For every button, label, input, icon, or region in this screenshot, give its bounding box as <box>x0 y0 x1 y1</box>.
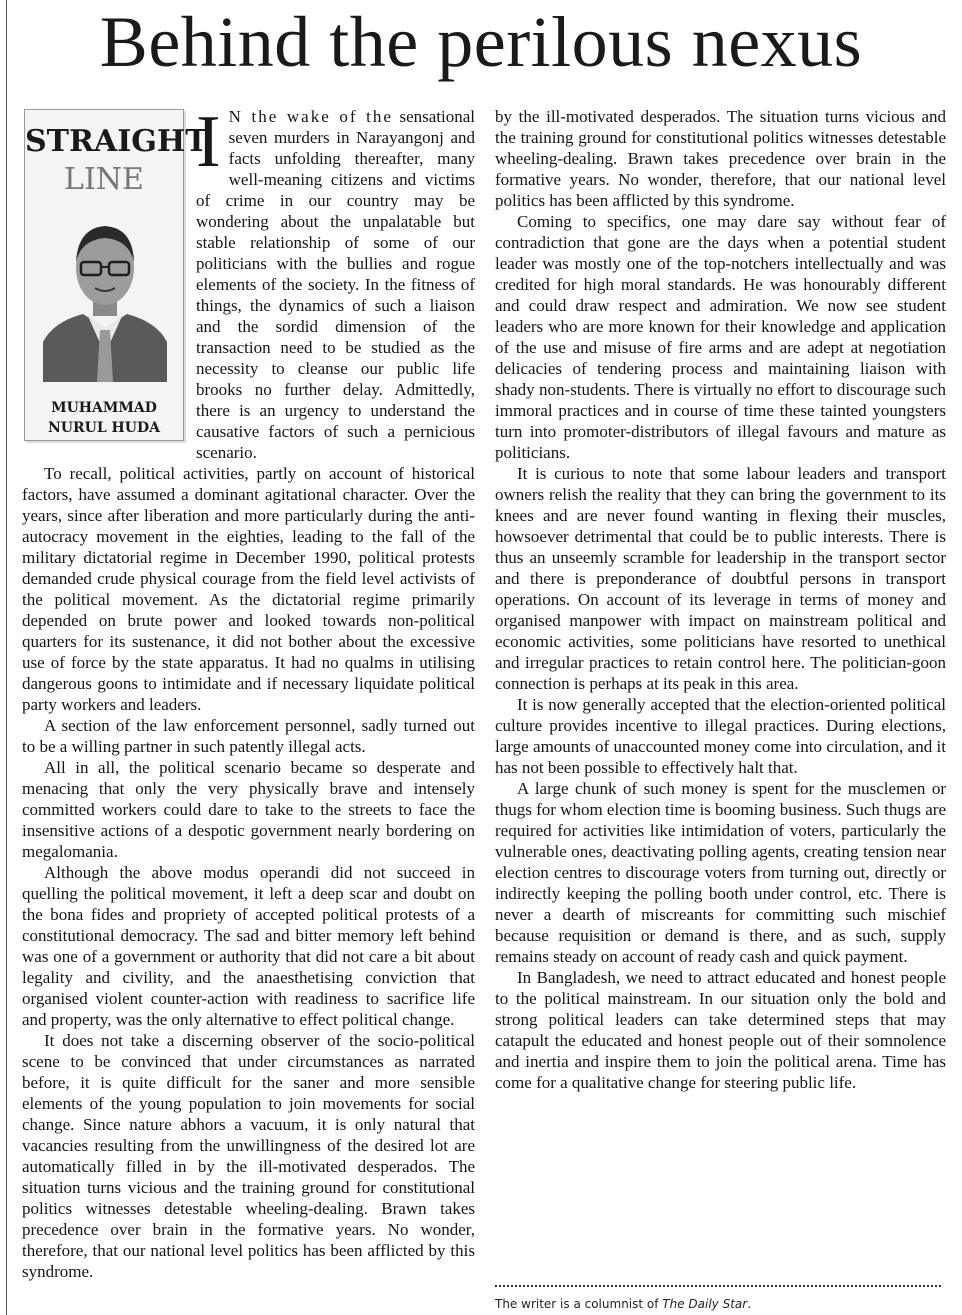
article-paragraph-7: Coming to specifics, one may dare say without fear of contradiction that gone are the days when a potential student leader was mostly one of the top-notchers intellectually and was credited for high moral standards. He was honourably different and could draw respect and admiration. We now see student leaders who are more known for their knowledge and application of the use and misuse of fire arms and are adept at negotiation delicacies of tendering process and maintaining liaison with shady non-students. There is virtually no effort to discourage such immoral practices and in course of time these tainted youngsters turn into promoter-distributors of illegal favours and mature as politicians. <box>495 212 946 462</box>
article-paragraph-5: Although the above modus operandi did not succeed in quelling the political movement, it left a deep scar and doubt on the bona fides and propriety of accepted political protests of a constitutional democracy. The sad and bitter memory left behind was one of a government or authority that did not care a bit about legality and civility, and the anaesthetising conviction that organised violent counter-action with readiness to sacrifice life and property, was the only alternative to effect political change. <box>22 863 475 1029</box>
article-column-left <box>22 106 475 1306</box>
footnote-prefix: The writer is a columnist of <box>495 1297 663 1311</box>
author-portrait-icon <box>43 204 167 382</box>
article-paragraph-8: It is curious to note that some labour leaders and transport owners relish the reality that they can bring the government to its knees and are never found wanting in flexing their muscles, howsoever detrimental that could be to public interests. There is thus an unseemly scramble for leadership in the transport sector and there is preponderance of doubtful persons in transport operations. On account of its leverage in terms of money and organised manpower with impact on mainstream political and economic activities, some politicians have resorted to unethical and irregular practices to retain control here. The politician-goon connection is perhaps at its peak in this area. <box>495 464 946 693</box>
article-paragraph-10: A large chunk of such money is spent for the musclemen or thugs for whom election time is booming business. Such thugs are required for activities like intimidation of voters, particularly the vulnerable ones, deactivating polling agents, creating tension near election centres to discourage voters from turning out, directly or indirectly keeping the polling booth under control, etc. There is never a dearth of miscreants for committing such mischief because requisition or demand is there, and as such, supply remains steady on account of ready cash and quick payment. <box>495 779 946 966</box>
article-paragraph-11: In Bangladesh, we need to attract educated and honest people to the political mainstream. In our situation only the bold and strong political leaders can take determined steps that may catapult the educated and honest people out of their somnolence and inertia and inspire them to join the political arena. Time has come for a qualitative change for steering public life. <box>495 968 946 1092</box>
column-subtitle: LINE <box>64 162 144 197</box>
article-opening: N the wake of the <box>228 107 393 126</box>
author-name <box>25 398 183 438</box>
footnote-publication: The Daily Star <box>662 1297 748 1311</box>
footnote-suffix: . <box>747 1297 752 1311</box>
author-footnote <box>495 1297 955 1311</box>
author-last-name: NURUL HUDA <box>47 420 160 436</box>
article-paragraph-2: To recall, political activities, partly on account of historical factors, have assumed a dominant agitational character. Over the years, since after liberation and more particularly during the anti-autocracy movement in the eighties, leading to the fall of the military dictatorial regime in December 1990, political protests demanded crude physical courage from the field level activists of the political movement. As the dictatorial regime primarily depended on brute power and looked towards non-political quarters for its sustenance, it did not bother about the excessive use of force by the state apparatus. It had no qualms in utilising dangerous goons to intimidate and if necessary liquidate political party workers and leaders. <box>22 464 475 714</box>
footnote-divider <box>495 1285 941 1287</box>
article-continuation: by the ill-motivated desperados. The situation turns vicious and the training ground for constitutional politics witnesses detestable wheeling-dealing. Brawn takes precedence over brain in the formative years. No wonder, therefore, that our national level politics has been afflicted by this syndrome. <box>495 107 946 210</box>
article-paragraph-6: It does not take a discerning observer of the socio-political scene to be convinced that under circumstances as narrated before, it is quite difficult for the saner and more sensible elements of the young population to join movements for social change. Since nature abhors a vacuum, it is only natural that vacancies resulting from the unwillingness of the desired lot are automatically filled in by the ill-motivated desperados. The situation turns vicious and the training ground for constitutional politics witnesses detestable wheeling-dealing. Brawn takes precedence over brain in the formative years. No wonder, therefore, that our national level politics has been afflicted by this syndrome. <box>22 1031 475 1281</box>
column-byline-box <box>24 109 208 441</box>
article-paragraph-3: A section of the law enforcement personnel, sadly turned out to be a willing partner in such patently illegal acts. <box>22 716 475 756</box>
headline: Behind the perilous nexus <box>99 2 863 82</box>
author-first-name: MUHAMMAD <box>51 400 157 416</box>
column-title: STRAIGHT <box>25 124 208 159</box>
article-column-right <box>495 106 946 1306</box>
article-paragraph-1-text: sensational seven murders in Narayangonj and facts unfolding thereafter, many well-meaning citizens and victims of crime in our country may be wondering about the unpalatable but stable relationship of some of our politicians with the bullies and rogue elements of the society. In the fitness of things, the dynamics of such a liaison and the sordid dimension of the transaction need to be studied as the necessity to cleanse our public life brooks no further delay. Admittedly, there is an urgency to understand the causative factors of such a pernicious scenario. <box>196 107 475 462</box>
page-left-rule <box>6 0 7 1315</box>
article-paragraph-4: All in all, the political scenario became so desperate and menacing that only the very physically brave and intensely committed workers could dare to take to the streets to face the insensitive actions of a despotic government nearly bordering on megalomania. <box>22 758 475 861</box>
drop-cap: I <box>196 106 221 183</box>
article-paragraph-9: It is now generally accepted that the election-oriented political culture provides incentive to illegal practices. During elections, large amounts of unaccounted money come into circulation, and it has not been possible to effectively halt that. <box>495 695 946 777</box>
